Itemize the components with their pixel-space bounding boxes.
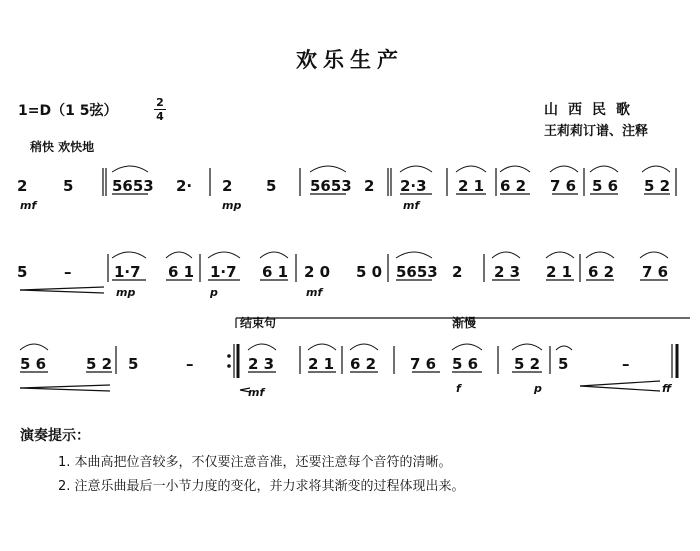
note: 2 3 [494,263,521,281]
dynamic-mark: mp [116,286,136,299]
dynamic-mark: mp [222,199,242,212]
time-signature-top: 2 [156,96,164,109]
note: 1·7 [114,263,141,281]
score-row-3 [20,318,690,399]
dynamic-mark: f [456,382,461,395]
note: 5653 [112,177,154,195]
note: 5 [17,263,28,281]
note: 5 2 [86,355,113,373]
note: – [622,355,630,373]
dynamic-mark: ff [662,382,672,395]
score-row-2 [17,252,668,299]
note: 7 6 [642,263,669,281]
time-signature-bottom: 4 [156,110,164,123]
note: 6 1 [168,263,195,281]
slowing-label: 渐慢 [452,316,477,330]
note: 2 [364,177,375,195]
note: – [64,263,72,281]
dynamic-mark: mf [403,199,420,212]
note: 2 [452,263,463,281]
note: 2 0 [304,263,331,281]
note: 7 6 [550,177,577,195]
note: 6 2 [350,355,377,373]
note: 2 [17,177,28,195]
tempo-marking: 稍快 欢快地 [30,140,95,154]
performance-note-1: 1. 本曲高把位音较多，不仅要注意音准，还要注意每个音符的清晰。 [58,455,452,470]
dynamic-mark: mf [248,386,265,399]
note: 5653 [310,177,352,195]
note: 5653 [396,263,438,281]
note: 2·3 [400,177,427,195]
performance-note-2: 2. 注意乐曲最后一小节力度的变化，并力求将其渐变的过程体现出来。 [58,479,465,494]
note: 6 1 [262,263,289,281]
note: 2 1 [458,177,485,195]
key-signature: 1=D（1 5弦） [18,103,118,119]
note: 5 2 [514,355,541,373]
note: 1·7 [210,263,237,281]
note: 5 0 [356,263,383,281]
note: 6 2 [588,263,615,281]
note: 2 1 [308,355,335,373]
dynamic-mark: mf [306,286,323,299]
note: 5 6 [452,355,479,373]
note: 5 2 [644,177,671,195]
note: 6 2 [500,177,527,195]
note: 2 [222,177,233,195]
note: 2 1 [546,263,573,281]
note: 5 [128,355,139,373]
arranger-label: 王莉莉订谱、注释 [544,124,649,139]
page-title: 欢乐生产 [296,48,404,72]
closing-label: 结束句 [240,316,277,330]
note: 5 6 [20,355,47,373]
performance-notes-title: 演奏提示： [20,428,90,444]
note: 5 [266,177,277,195]
note: – [186,355,194,373]
note: 5 [558,355,569,373]
dynamic-mark: p [534,382,542,395]
source-label: 山西民歌 [544,102,640,118]
note: 7 6 [410,355,437,373]
score-row-1 [17,166,676,212]
dynamic-mark: mf [20,199,37,212]
note: 5 [63,177,74,195]
note: 2 3 [248,355,275,373]
note: 2· [176,177,193,195]
note: 5 6 [592,177,619,195]
dynamic-mark: p [210,286,218,299]
